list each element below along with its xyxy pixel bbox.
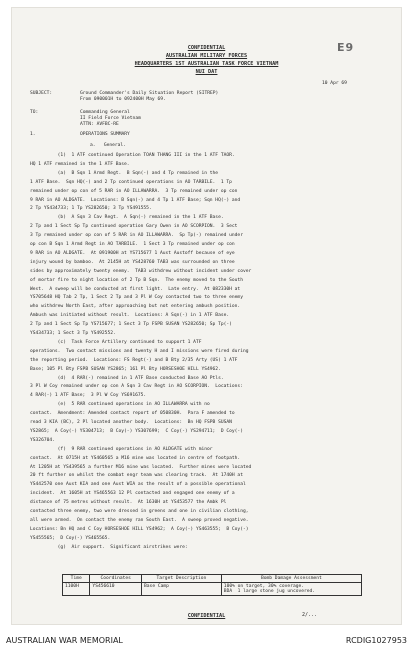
body-line: (b) A Sqn 3 Cav Regt. A Sqn(-) remained in the 1 ATF Base. — [30, 215, 224, 221]
body-line: HQ 1 ATF remained in the 1 ATF Base. — [30, 161, 130, 167]
body-line: YS705648 HQ Tab 2 Tp, 1 Sect 2 Tp and 3 Pl W Coy contacted two to three enemy — [30, 295, 243, 301]
subject-text: Ground Commander's Daily Situation Report (SITREP) — [80, 91, 219, 96]
header-line2: HEADQUARTERS 1ST AUSTRALIAN TASK FORCE VIETNAM — [134, 61, 279, 67]
body-line: Base; 105 Pl Bty FSPB SUSAN YS2865; 161 Pl Bty HORSESHOE HILL YS4962. — [30, 366, 221, 372]
body-line: read 3 KIA (BC), 2 Pl located another body. Locations: Bn HQ FSPB SUSAN — [30, 420, 232, 425]
body-line: the reporting period. Locations: FS Regt(-) and B Bty 2/35 Arty (US) 1 ATF — [30, 357, 238, 363]
body-line: (1) 1 ATF continued Operation TOAN THANG III in the 1 ATF TAOR. — [30, 153, 235, 158]
report-date: 10 Apr 69 — [322, 81, 347, 86]
body-line: 20 ft further on whilst the combat engr team was clearing track. At 1740H at — [30, 473, 243, 479]
body-line: (e) 5 RAR continued operations in AO ILLAWARRA with no — [30, 402, 210, 408]
general-heading: a. General. — [90, 143, 126, 148]
to-line2: II Field Force Vietnam — [80, 116, 141, 121]
archive-reference: RCDIG1027953 — [345, 636, 407, 645]
body-line: (f) 9 RAR continued operations in AO ALDGATE with minor — [30, 446, 213, 452]
body-line: 9 RAR in AO ALDGATE. Locations: B Sqn(-) and 4 Tp 1 ATF Base; Sqn HQ(-) and — [30, 197, 241, 203]
body-line: 2 Tp YS434733; 1 Tp YS282650; 3 Tp YS491555. — [30, 206, 152, 212]
body-line: op con B Sqn 1 Armd Regt in AO TARBILE. 1 Sect 3 Tp remained under op con — [30, 242, 235, 247]
subject-label: SUBJECT: — [30, 91, 53, 96]
section-number: 1. — [30, 132, 36, 137]
body-line: (g) Air support. Significant airstrikes were: — [30, 544, 188, 550]
body-line: 4 RAR(-) 1 ATF Base; 3 Pl W Coy YS691675. — [30, 393, 147, 399]
body-line: At 1205H at YS439565 a further M16 mine was located. Further mines were located — [30, 464, 252, 470]
cell-target: Base Camp — [142, 583, 222, 596]
body-line: 3 Pl W Coy remained under op con A Sqn 3 Cav Regt in AO SCORPION. Locations: — [30, 384, 243, 390]
header-line1: AUSTRALIAN MILITARY FORCES — [165, 53, 248, 59]
body-line: 2 Tp and 1 Sect Sp Tp YS715677; 1 Sect 3 Tp FSPB SUSAN YS282650; Sp Tp(-) — [30, 322, 232, 328]
classification-top: CONFIDENTIAL — [187, 45, 226, 51]
body-line: Ambush was initiated without result. Locations: A Sqn(-) in 1 ATF Base. — [30, 313, 230, 319]
body-line: (c) Task Force Artillery continued to support 1 ATF — [30, 339, 202, 345]
header-line3: NUI DAT — [195, 69, 218, 75]
body-line: 9 RAR in AO ALDGATE. At 091900H at YS715677 1 Aust Austoff because of eye — [30, 250, 235, 256]
body-line: sides by approximately twenty enemy. TAB3 withdrew without incident under cover — [30, 268, 252, 274]
body-line: all were armed. On contact the enemy ran South East. A sweep proved negative. — [30, 517, 249, 523]
body-line: 3 Tp remained under op con of 5 RAR in AO ILLAWARRA. Sp Tp(-) remained under — [30, 233, 243, 239]
archive-watermark: AUSTRALIAN WAR MEMORIAL — [6, 636, 123, 645]
body-line: 1 ATF Base. Sqn HQ(-) and 2 Tp continued operations in AO TARBILE. 1 Tp — [30, 179, 232, 185]
to-line3: ATTN: AVFBC-RE — [80, 122, 119, 127]
body-line: injury wound by bamboo. At 2145H at YS428760 TAB3 was surrounded on three — [30, 259, 235, 265]
airstrike-table — [62, 574, 362, 596]
body-line: who withdrew North East, after approaching but not entering ambush position. — [30, 304, 241, 310]
col-time: Time — [63, 575, 90, 583]
to-line1: Commanding General — [80, 110, 130, 115]
body-line: YS442570 one Aust KIA and one Aust WIA as the result of a possible operational — [30, 482, 246, 488]
airstrike-table-header — [63, 575, 362, 583]
cell-time: 1100H — [63, 583, 90, 596]
body-line: incident. At 1605H at YS465563 12 Pl contacted and engaged one enemy of a — [30, 491, 235, 497]
body-line: contact. At 0715H at YS460565 a M16 mine was located in centre of footpath. — [30, 455, 241, 461]
body-line: YS2865; A Coy(-) YS304713; B Coy(-) YS307699; C Coy(-) YS294711; D Coy(-) — [30, 428, 243, 434]
col-target: Target Description — [142, 575, 222, 583]
col-bda: Bomb Damage Assessment — [221, 575, 361, 583]
body-line: YS434733; 1 Sect 3 Tp YS492552. — [30, 331, 116, 336]
body-line: (d) 4 RAR(-) remained in 1 ATF Base conducted Base AO Ptls. — [30, 375, 224, 381]
section-title: OPERATIONS SUMMARY — [80, 132, 130, 137]
to-label: TO: — [30, 110, 39, 115]
body-line: YS455565; D Coy(-) YS465565. — [30, 535, 111, 541]
body-line: 2 Tp and 1 Sect Sp Tp continued operation Gary Owen in AO SCORPION. 3 Sect — [30, 224, 238, 230]
handwritten-mark: E9 — [337, 41, 355, 54]
body-line: (a) B Sqn 1 Armd Regt. B Sqn(-) and 4 Tp remained in the — [30, 170, 219, 176]
body-line: contact. Amendment: Amended contact report of 050830H. Para F amended to — [30, 411, 235, 417]
subject-period: From 090001H to 092400H May 69. — [80, 97, 166, 102]
body-line: West. A sweep will be conducted at first light. Late entry. At 082330H at — [30, 286, 241, 292]
col-coordinates: Coordinates — [90, 575, 142, 583]
cell-coordinates: YS456610 — [90, 583, 142, 596]
body-line: YS326704. — [30, 437, 55, 443]
body-line: remained under op con of 5 RAR in AO ILLAWARRA. 3 Tp remained under op con — [30, 188, 238, 194]
body-line: Locations: Bn HQ and C Coy HORSESHOE HILL YS4962; A Coy(-) YS463555; B Coy(-) — [30, 526, 249, 532]
classification-bottom: CONFIDENTIAL — [187, 613, 226, 619]
body-line: of mortar fire to night location of 2 Tp B Sqn. The enemy moved to the South — [30, 277, 243, 283]
page-continuation: 2/... — [302, 612, 318, 618]
cell-bda: 100% on target, 30% coverage. BDA 1 large stone jug uncovered. — [221, 583, 361, 596]
document-page — [12, 8, 401, 624]
body-line: contacted three enemy, two were dressed in greens and one in civilian clothing, — [30, 509, 249, 514]
body-line: operations. Two contact missions and twenty H and I missions were fired during — [30, 348, 249, 354]
body-line: distance of 75 metres without result. At 1630H at YS453577 the Ambk Pl — [30, 500, 227, 506]
table-row — [63, 583, 362, 596]
